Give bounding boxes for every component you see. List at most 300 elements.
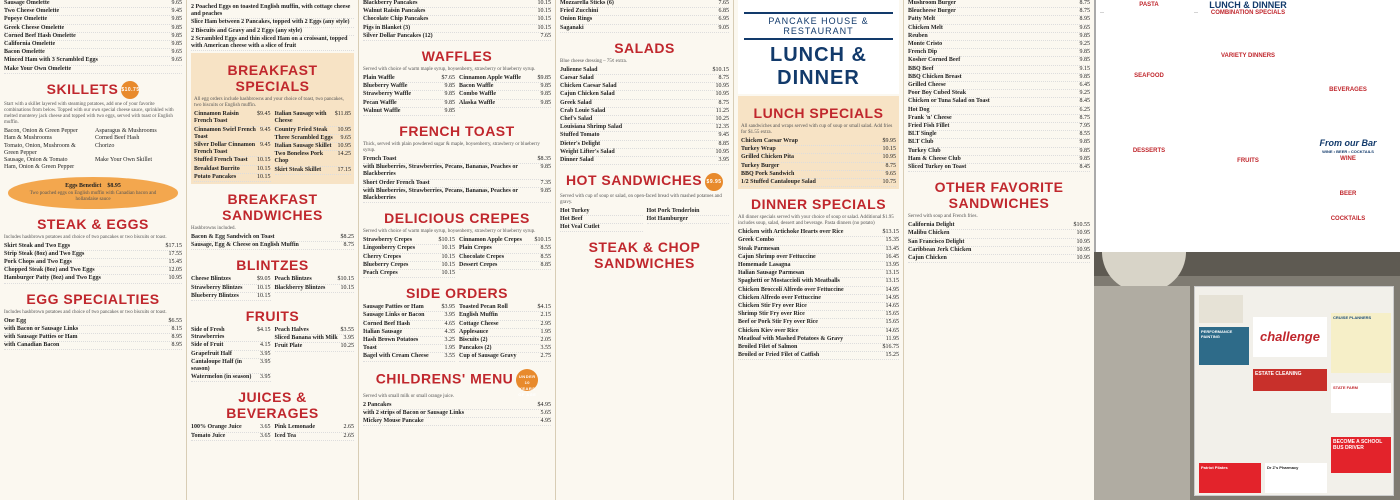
menu-item: [908, 33, 1090, 41]
item-name: Slice Ham between 2 Pancakes, topped with 2 Eggs (any style): [191, 19, 350, 26]
item-price: 3.95: [260, 374, 271, 381]
item-price: 10.95: [715, 91, 729, 98]
menu-item: [194, 111, 271, 126]
item-name: Greek Cheese Omelette: [4, 24, 65, 31]
item-name: Sliced Turkey on Toast: [908, 164, 967, 171]
thumb-bar-heading: From our Bar: [1319, 138, 1377, 148]
item-name: Side of Fruit: [191, 342, 224, 349]
item-price: 8.75: [343, 242, 354, 249]
item-price: 11.95: [885, 335, 899, 342]
item-price: 9.85: [1079, 49, 1090, 56]
skillet-option: Make Your Own Skillet: [95, 156, 153, 163]
menu-item: [741, 138, 896, 146]
breakfast-sandwiches-heading: BREAKFAST SANDWICHES: [222, 191, 323, 224]
ad-cruise-planners: CRUISE PLANNERS: [1331, 313, 1391, 373]
item-price: 9.85: [1079, 139, 1090, 146]
item-price: 14.95: [885, 286, 899, 293]
item-price: 9.85: [540, 187, 551, 194]
item-price: 9.85: [1079, 32, 1090, 39]
menu-item: [4, 334, 182, 342]
item-name: Turkey Burger: [741, 162, 780, 169]
menu-item: [738, 295, 899, 303]
menu-item: [191, 293, 271, 301]
item-name: Sausage Links or Bacon: [363, 312, 425, 319]
menu-item: [275, 127, 352, 135]
crepes-left: [363, 237, 455, 278]
menu-item: [908, 115, 1090, 123]
item-price: 14.65: [885, 303, 899, 310]
item-name: Turkey Club: [908, 147, 941, 154]
item-price: 10.15: [257, 284, 271, 291]
item-price: 9.65: [171, 49, 182, 56]
menu-item: [741, 154, 896, 162]
item-price: 4.35: [444, 328, 455, 335]
menu-item: [4, 57, 182, 65]
menu-item: [191, 433, 271, 441]
menu-item: [738, 246, 899, 254]
menu-item: [194, 142, 271, 157]
item-price: 8.75: [1079, 0, 1090, 6]
skillet-option: Chorizo: [95, 142, 115, 149]
item-name: Fried Zucchini: [560, 8, 599, 15]
menu-item: [908, 0, 1090, 8]
item-name: Toast: [363, 345, 377, 352]
item-price: 15.25: [885, 352, 899, 359]
item-price: 8.95: [171, 342, 182, 349]
item-name: Meatloaf with Mashed Potatoes & Gravy: [738, 335, 844, 342]
menu-item: [363, 164, 551, 179]
menu-item: [738, 270, 899, 278]
ad-state-farm: STATE FARM: [1331, 383, 1391, 413]
breakfast-specials-heading: BREAKFAST SPECIALS: [227, 62, 318, 95]
menu-item: [738, 229, 899, 237]
lunch-specials-band: [738, 96, 899, 189]
thumb-lunch-dinner-heading: LUNCH & DINNER: [1209, 0, 1287, 10]
item-name: Stuffed Tomato: [560, 132, 600, 139]
item-price: 8.75: [1079, 8, 1090, 15]
item-price: 4.65: [444, 320, 455, 327]
item-price: 3.95: [444, 312, 455, 319]
menu-item: [363, 312, 455, 320]
item-price: 10.15: [537, 16, 551, 23]
item-name: Greek Combo: [738, 237, 775, 244]
menu-item: [560, 108, 729, 116]
item-name: Plain Crepes: [459, 245, 492, 252]
menu-item: [908, 247, 1090, 255]
menu-item: [191, 28, 354, 36]
item-price: $10.15: [438, 237, 455, 244]
menu-item: [191, 242, 354, 250]
age-badge: UNDER 10 YEARS OF AGE: [516, 369, 538, 391]
menu-item: [275, 167, 352, 175]
menu-item: [908, 255, 1090, 263]
item-price: 14.95: [885, 294, 899, 301]
lunch-specials-note: All sandwiches and wraps served with cup of soup or small salad. Add fries for $1.55 extra.: [741, 124, 893, 135]
juices-right: [275, 424, 355, 440]
menu-item: [363, 25, 551, 33]
menu-item: [908, 139, 1090, 147]
item-price: 3.55: [444, 353, 455, 360]
item-price: 3.95: [260, 350, 271, 357]
item-price: 8.85: [718, 140, 729, 147]
item-price: 9.65: [885, 170, 896, 177]
menu-item: [459, 353, 551, 361]
blintzes-heading: BLINTZES: [236, 257, 309, 274]
item-price: 13.15: [885, 270, 899, 277]
item-price: $10.15: [712, 66, 729, 73]
skillet-option: Asparagus & Mushrooms: [95, 128, 157, 135]
item-price: $10.15: [534, 237, 551, 244]
item-price: $10.55: [1073, 222, 1090, 229]
menu-item: [738, 328, 899, 336]
item-name: Bacon Omelette: [4, 49, 45, 56]
menu-column-2: [186, 0, 358, 500]
item-price: 9.85: [1079, 147, 1090, 154]
item-price: 8.55: [540, 253, 551, 260]
item-price: 8.55: [540, 245, 551, 252]
item-name: Broiled or Fried Filet of Catfish: [738, 352, 820, 359]
item-name: Fried Fish Fillet: [908, 123, 950, 130]
item-price: 10.15: [537, 0, 551, 6]
menu-item: [738, 287, 899, 295]
menu-item: [363, 237, 455, 245]
item-price: $4.15: [537, 304, 551, 311]
menu-item: [363, 91, 455, 99]
item-name: Broiled Filet of Salmon: [738, 344, 798, 351]
item-name: 2 Pancakes: [363, 401, 392, 408]
thumb-seafood-heading: SEAFOOD: [1134, 73, 1164, 79]
menu-item: [741, 179, 896, 187]
menu-item: [908, 131, 1090, 139]
item-price: $6.55: [168, 317, 182, 324]
ads-sheet: [1194, 286, 1394, 496]
menu-item: [738, 344, 899, 352]
menu-item: [4, 49, 182, 57]
item-name: Ham & Cheese Club: [908, 155, 961, 162]
item-name: Cheese Blintzes: [191, 276, 231, 283]
item-name: Kosher Corned Beef: [908, 57, 961, 64]
item-name: Blueberry Crepes: [363, 261, 409, 268]
item-name: Chicken Alfredo over Fettuccine: [738, 294, 821, 301]
item-name: Breakfast Burrito: [194, 165, 240, 172]
item-price: 15.65: [885, 319, 899, 326]
menu-item: [191, 424, 271, 432]
item-name: Cottage Cheese: [459, 320, 499, 327]
item-name: Blackberry Blintzes: [274, 284, 326, 291]
menu-item: [275, 335, 355, 343]
menu-item: [191, 276, 271, 284]
item-price: 6.25: [1079, 106, 1090, 113]
ad-performance-painting: PERFORMANCE PAINTING: [1199, 327, 1249, 365]
breakfast-sandwiches-list: [191, 234, 354, 250]
menu-item: [908, 107, 1090, 115]
skillet-option: Ham & Mushrooms: [4, 135, 52, 142]
item-name: Bleucheese Burger: [908, 8, 956, 15]
juices-left: [191, 424, 271, 440]
item-price: $9.85: [537, 75, 551, 82]
item-name: Greek Salad: [560, 99, 592, 106]
breakfast-specials-right: [275, 111, 352, 182]
other-favorites-note: Served with soup and French fries.: [908, 214, 978, 220]
waffles-note: Served with choice of warm maple syrup, boysenberry, strawberry or blueberry syrup.: [363, 67, 536, 73]
menu-item: [363, 321, 455, 329]
skillet-option: Sausage, Onion & Tomato: [4, 156, 68, 163]
item-name: Steak Parmesan: [738, 245, 780, 252]
salads-heading: SALADS: [614, 39, 675, 56]
item-price: $8.35: [537, 156, 551, 163]
item-price: 17.15: [337, 166, 351, 173]
item-name: Corned Beef Hash Omelette: [4, 32, 76, 39]
item-price: 8.75: [885, 162, 896, 169]
item-price: 14.25: [337, 151, 351, 158]
item-name: Grilled Chicken Pita: [741, 154, 794, 161]
steak-chop-heading: STEAK & CHOP SANDWICHES: [588, 239, 701, 272]
item-name: English Muffin: [459, 312, 498, 319]
item-price: $7.65: [441, 75, 455, 82]
item-price: 9.65: [171, 0, 182, 6]
menu-item: [191, 327, 271, 342]
item-name: California Omelette: [4, 41, 56, 48]
item-name: Potato Pancakes: [194, 173, 237, 180]
item-price: 3.95: [718, 157, 729, 164]
item-name: with Blueberries, Strawberries, Pecans, Bananas, Peaches or Blackberries: [363, 164, 518, 178]
item-name: Poor Boy Cubed Steak: [908, 90, 967, 97]
item-price: 1.95: [444, 345, 455, 352]
menu-item: [194, 157, 271, 165]
item-price: 12.05: [168, 267, 182, 274]
item-name: Cajun Shrimp over Fettuccine: [738, 253, 816, 260]
item-name: Stuffed French Toast: [194, 157, 248, 164]
item-price: $10.15: [337, 276, 354, 283]
menu-item: [560, 216, 643, 224]
item-name: Short Order French Toast: [363, 179, 430, 186]
menu-item: [738, 311, 899, 319]
item-price: 3.95: [260, 358, 271, 365]
fruits-heading: FRUITS: [245, 308, 300, 325]
pancake-list: [363, 0, 551, 41]
item-name: 2 Biscuits and Gravy and 2 Eggs (any style): [191, 27, 303, 34]
menu-item: [194, 127, 271, 142]
menu-item: [191, 19, 354, 27]
item-name: Cinnamon Apple Crepes: [459, 237, 522, 244]
item-price: 13.45: [885, 245, 899, 252]
item-price: 7.65: [540, 32, 551, 39]
menu-item: [275, 433, 355, 441]
menu-item: [363, 245, 455, 253]
menu-item: [363, 262, 455, 270]
brand-subtitle: PANCAKE HOUSE & RESTAURANT: [744, 12, 893, 40]
item-price: 8.75: [718, 75, 729, 82]
item-name: Cantaloupe Half (in season): [191, 358, 243, 373]
item-price: $11.85: [334, 111, 351, 118]
item-name: Cajun Chicken Salad: [560, 91, 615, 98]
menu-item: [560, 83, 729, 91]
item-name: Patty Melt: [908, 16, 936, 23]
item-price: 9.45: [260, 142, 271, 149]
item-name: Blueberry Blintzes: [191, 292, 239, 299]
item-name: Cherry Crepes: [363, 253, 402, 260]
childrens-menu-note: Served with small milk or small orange juice.: [363, 393, 455, 399]
thumb-line: — —: [1100, 9, 1198, 14]
item-name: Hash Brown Potatoes: [363, 337, 419, 344]
item-name: Hot Veal Cutlet: [560, 223, 600, 230]
item-price: 8.85: [540, 261, 551, 268]
item-price: 9.25: [1079, 41, 1090, 48]
fruits-left: [191, 327, 271, 382]
item-price: 2.05: [540, 337, 551, 344]
menu-item: [560, 0, 729, 8]
item-name: Peach Halves: [274, 327, 309, 334]
item-price: 9.65: [171, 57, 182, 64]
item-name: Bagel with Cream Cheese: [363, 353, 429, 360]
menu-item: [908, 156, 1090, 164]
menu-item: [908, 90, 1090, 98]
item-price: 11.25: [715, 107, 729, 114]
menu-item: [908, 57, 1090, 65]
item-name: with Sausage Patties or Ham: [4, 333, 78, 340]
item-price: 4.95: [540, 418, 551, 425]
item-price: 9.85: [171, 24, 182, 31]
item-price: 9.85: [171, 41, 182, 48]
item-price: 10.95: [1076, 255, 1090, 262]
dinner-specials-heading: DINNER SPECIALS: [750, 196, 887, 213]
other-favorites-list: [908, 222, 1090, 263]
item-price: 7.95: [1079, 123, 1090, 130]
item-name: Chicken Melt: [908, 24, 943, 31]
egg-specialties-heading: EGG SPECIALTIES: [26, 290, 160, 307]
lunch-specials-list: [741, 138, 896, 187]
item-price: $3.55: [340, 327, 354, 334]
menu-item: [560, 16, 729, 24]
item-name: Spaghetti or Mostaccioli with Meatballs: [738, 278, 840, 285]
menu-item: [738, 262, 899, 270]
item-price: 10.95: [715, 148, 729, 155]
item-name: Peach Blintzes: [274, 276, 312, 283]
ad-box: [1199, 295, 1243, 323]
item-name: Bacon Waffle: [459, 83, 494, 90]
item-name: Chicken Broccoli Alfredo over Fettuccine: [738, 286, 844, 293]
ad-pharmacy: Dr Z's Pharmacy: [1265, 463, 1327, 493]
item-price: 10.15: [441, 261, 455, 268]
item-name: Cinnamon Swirl French Toast: [194, 126, 256, 140]
item-name: Beef or Pork Stir Fry over Rice: [738, 319, 818, 326]
menu-item: [363, 83, 455, 91]
menu-item: [560, 67, 729, 75]
crepes-heading: DELICIOUS CREPES: [384, 210, 530, 227]
menu-item: [647, 208, 730, 216]
item-name: Pigs in Blanket (3): [363, 24, 411, 31]
childrens-menu-list: [363, 402, 551, 427]
item-price: $8.25: [340, 234, 354, 241]
skillets-heading: SKILLETS $10.75: [4, 81, 182, 99]
menu-item: [4, 243, 182, 251]
thumb-beverages-heading: BEVERAGES: [1329, 87, 1367, 93]
menu-item: [908, 123, 1090, 131]
menu-item: [363, 402, 551, 410]
item-name: Chicken or Tuna Salad on Toast: [908, 98, 990, 105]
menu-item: [560, 91, 729, 99]
crepes-right: [459, 237, 551, 278]
hot-sandwiches-note: Served with cup of soup or salad, on open-faced bread with mashed potatoes and gravy.: [560, 193, 722, 205]
item-name: Chicken with Artichoke Hearts over Rice: [738, 229, 844, 236]
menu-item: [908, 230, 1090, 238]
menu-item: [191, 359, 271, 374]
item-price: 8.75: [1079, 114, 1090, 121]
menu-column-5: [733, 0, 903, 500]
item-name: Country Fried Steak: [274, 126, 328, 133]
brand-title: LUNCH & DINNER: [770, 44, 867, 89]
benedict-desc: Two poached eggs on English muffin with Canadian bacon and hollandaise sauce: [29, 190, 157, 202]
item-name: Hamburger Patty (8oz) and Two Eggs: [4, 275, 101, 282]
item-price: 6.45: [1079, 82, 1090, 89]
menu-item: [363, 254, 455, 262]
menu-item: [363, 180, 551, 188]
item-name: Combo Waffle: [459, 91, 497, 98]
item-price: $3.95: [441, 304, 455, 311]
menu-item: [4, 66, 182, 74]
item-price: 10.15: [882, 146, 896, 153]
menu-item: [459, 312, 551, 320]
item-price: 3.25: [444, 337, 455, 344]
item-name: Chef's Salad: [560, 116, 593, 123]
menu-item: [191, 36, 354, 51]
thumb-bar-subheading: WINE • BEER • COCKTAILS: [1322, 149, 1374, 154]
eggs-benedict-callout: [8, 177, 178, 208]
burger-sandwich-list: [908, 0, 1090, 172]
thumb-wine-heading: WINE: [1340, 156, 1356, 162]
menu-item: [459, 254, 551, 262]
item-name: California Delight: [908, 222, 955, 229]
item-price: 10.95: [168, 275, 182, 282]
thumb-variety-heading: VARIETY DINNERS: [1220, 53, 1276, 59]
menu-item: [560, 157, 729, 165]
item-name: Minced Ham with 3 Scrambled Eggs: [4, 57, 98, 64]
item-name: Dieter's Delight: [560, 140, 601, 147]
item-price: 10.95: [337, 126, 351, 133]
item-price: 5.65: [540, 409, 551, 416]
menu-item: [275, 327, 355, 335]
item-price: 10.15: [441, 245, 455, 252]
item-name: Skirt Steak Skillet: [274, 166, 322, 173]
item-name: Cinnamon Raisin French Toast: [194, 111, 239, 125]
menu-item: [191, 234, 354, 242]
item-name: Caribbean Jerk Chicken: [908, 246, 972, 253]
item-name: Plain Waffle: [363, 75, 395, 82]
item-price: 9.05: [718, 24, 729, 31]
item-price: 10.15: [441, 253, 455, 260]
item-price: 15.65: [885, 311, 899, 318]
item-price: 10.15: [257, 165, 271, 172]
item-price: 12.35: [715, 124, 729, 131]
item-price: $16.75: [882, 344, 899, 351]
item-name: Sausage Omelette: [4, 0, 50, 6]
menu-item: [363, 16, 551, 24]
item-price: 9.45: [260, 126, 271, 133]
item-name: Alaska Waffle: [459, 99, 496, 106]
item-price: 10.15: [441, 270, 455, 277]
item-price: 10.95: [882, 154, 896, 161]
thumb-pasta-heading: PASTA: [1139, 2, 1159, 8]
item-name: Shrimp Stir Fry over Rice: [738, 311, 805, 318]
item-name: Saganaki: [560, 24, 584, 31]
crepes-note: Served with choice of warm maple syrup, boysenberry, strawberry or blueberry syrup.: [363, 229, 536, 235]
item-name: Make Your Own Omelette: [4, 65, 72, 72]
menu-item: [275, 143, 352, 151]
menu-item: [4, 326, 182, 334]
item-name: Popeye Omelette: [4, 16, 48, 23]
item-name: French Dip: [908, 49, 938, 56]
item-price: 6.95: [718, 16, 729, 23]
